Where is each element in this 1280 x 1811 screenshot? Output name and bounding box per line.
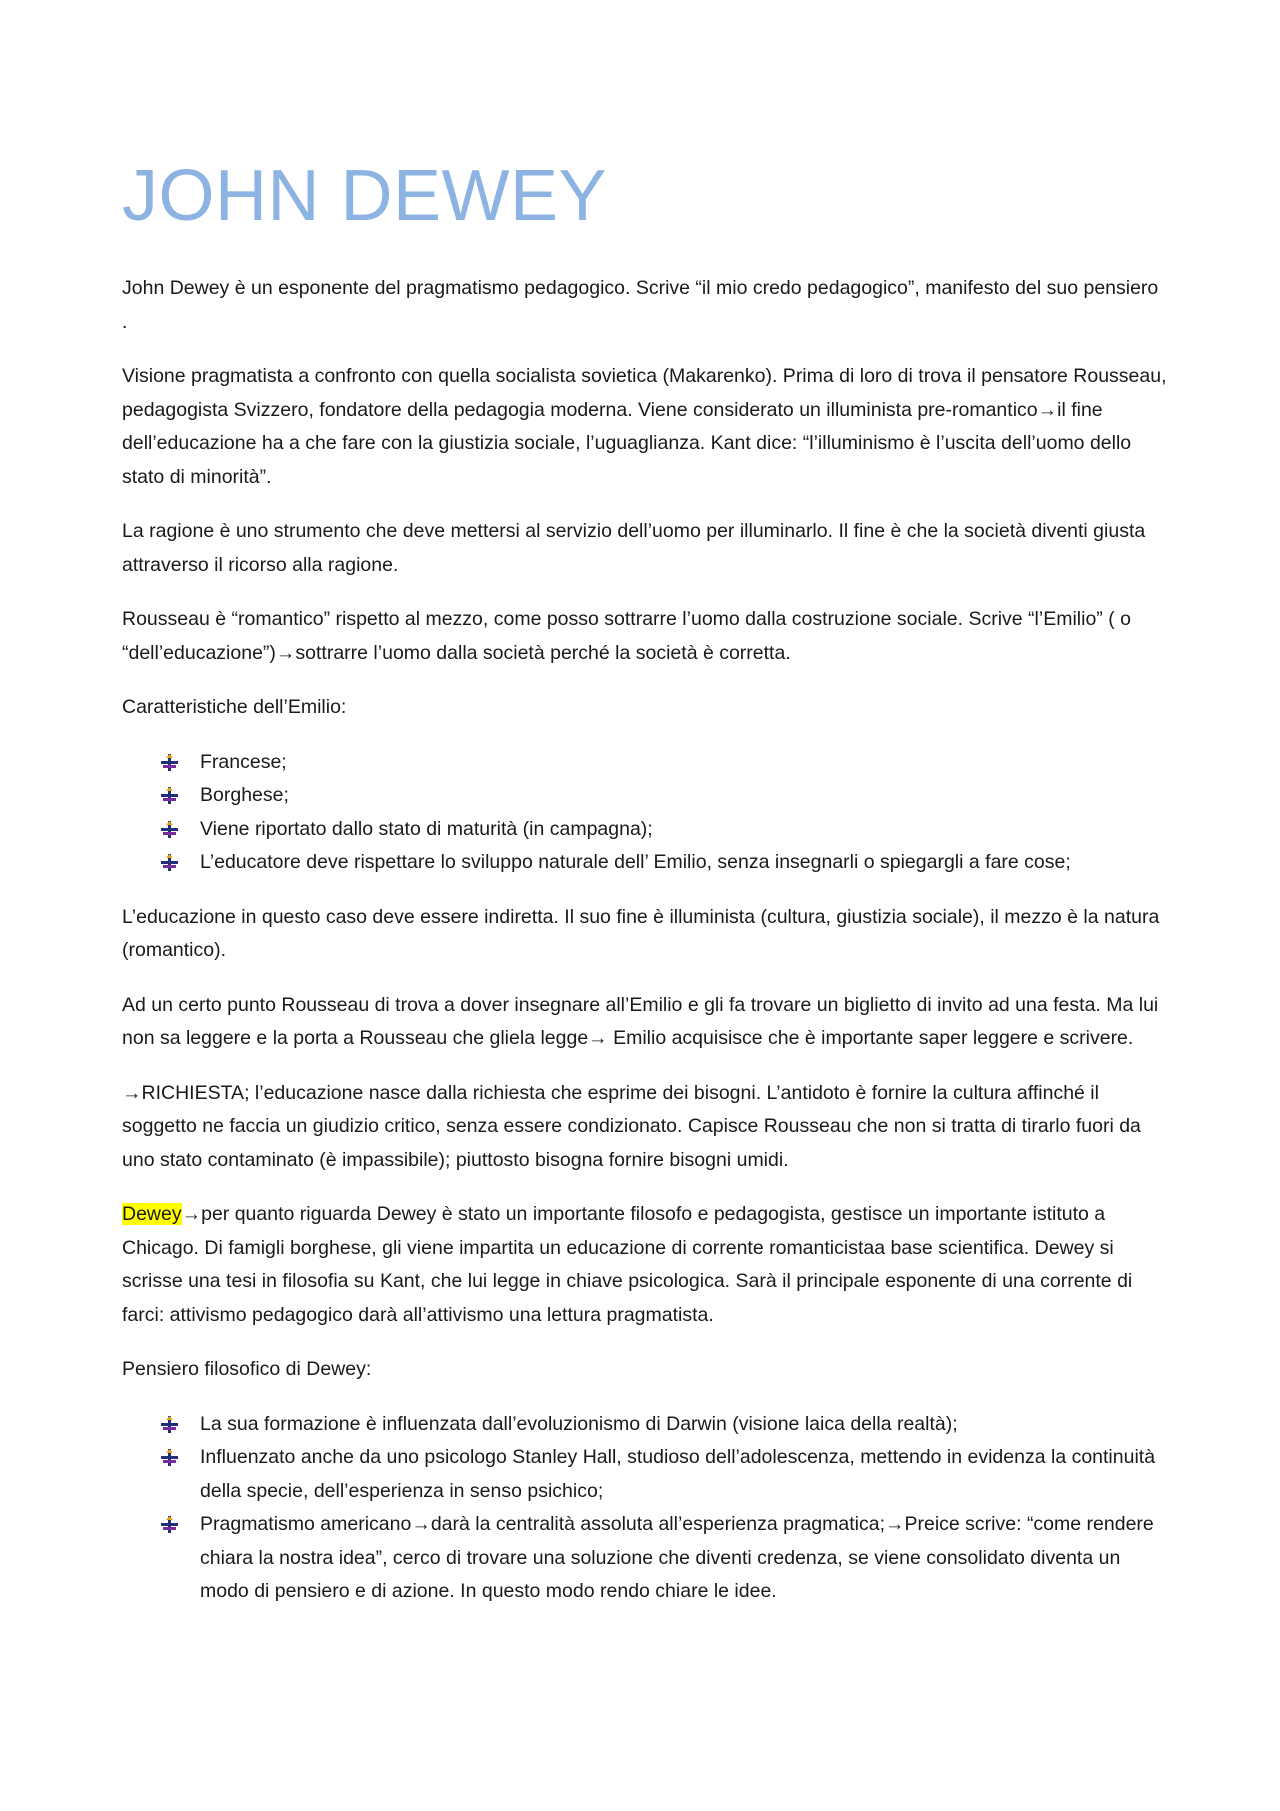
list-item bbox=[200, 1441, 1167, 1508]
page-title: JOHN DEWEY bbox=[122, 156, 608, 236]
list-item-text: Viene riportato dallo stato di maturità (in campagna); bbox=[200, 817, 653, 840]
paragraph-emilio-heading: Caratteristiche dell’Emilio: bbox=[122, 696, 347, 718]
list-item-text: Pragmatismo americano→darà la centralità assoluta all’esperienza pragmatica;→Preice scrive: “come rendere chiara la nostra idea”, cerco di trovare una soluzione che diventi credenza, se viene consolidato diventa un modo di pensiero e di azione. In questo modo rendo chiare le idee. bbox=[200, 1513, 1154, 1602]
arrow-cross-bullet-icon bbox=[161, 854, 178, 871]
paragraph-educazione-indiretta: L’educazione in questo caso deve essere indiretta. Il suo fine è illuminista (cultura, giustizia sociale), il mezzo è la natura (romantico). bbox=[122, 905, 1160, 961]
arrow-cross-bullet-icon bbox=[161, 787, 178, 804]
list-item-text: Influenzato anche da uno psicologo Stanley Hall, studioso dell’adolescenza, mettendo in evidenza la continuità della specie, dell’esperienza in senso psichico; bbox=[200, 1446, 1156, 1502]
paragraph-dewey bbox=[122, 1198, 1167, 1332]
emilio-characteristics-list bbox=[122, 746, 1167, 880]
list-item-text: L’educatore deve rispettare lo sviluppo naturale dell’ Emilio, senza insegnarli o spiegargli a fare cose; bbox=[200, 851, 1071, 873]
list-item bbox=[200, 1408, 1167, 1442]
document-body bbox=[122, 156, 1167, 1630]
list-item-text: Francese; bbox=[200, 750, 287, 773]
arrow-cross-bullet-icon bbox=[161, 1416, 178, 1433]
list-item bbox=[200, 846, 1167, 880]
arrow-cross-bullet-icon bbox=[161, 1516, 178, 1533]
paragraph-dewey-text: →per quanto riguarda Dewey è stato un importante filosofo e pedagogista, gestisce un importante istituto a Chicago. Di famigli borghese, gli viene impartita un educazione di corrente romanticistaa base scientifica. Dewey si scrisse una tesi in filosofia su Kant, che lui legge in chiave psicologica. Sarà il principale esponente di una corrente di farci: attivismo pedagogico darà all’attivismo una lettura pragmatista. bbox=[122, 1203, 1133, 1326]
arrow-cross-bullet-icon bbox=[161, 1449, 178, 1466]
list-item bbox=[200, 779, 1167, 813]
dewey-thought-list bbox=[122, 1408, 1167, 1609]
list-item-text: La sua formazione è influenzata dall’evoluzionismo di Darwin (visione laica della realtà); bbox=[200, 1412, 958, 1435]
list-item-text: Borghese; bbox=[200, 784, 289, 806]
highlighted-word: Dewey bbox=[122, 1203, 182, 1225]
paragraph-biglietto: Ad un certo punto Rousseau di trova a dover insegnare all’Emilio e gli fa trovare un biglietto di invito ad una festa. Ma lui non sa leggere e la porta a Rousseau che gliela legge→ Emilio acquisisce che è importante saper leggere e scrivere. bbox=[122, 993, 1159, 1049]
list-item bbox=[200, 746, 1167, 780]
arrow-cross-bullet-icon bbox=[161, 754, 178, 771]
paragraph-pensiero-heading: Pensiero filosofico di Dewey: bbox=[122, 1358, 372, 1380]
paragraph-ragione: La ragione è uno strumento che deve mettersi al servizio dell’uomo per illuminarlo. Il fine è che la società diventi giusta attraverso il ricorso alla ragione. bbox=[122, 520, 1146, 576]
list-item bbox=[200, 813, 1167, 847]
arrow-cross-bullet-icon bbox=[161, 821, 178, 838]
paragraph-richiesta: →RICHIESTA; l’educazione nasce dalla richiesta che esprime dei bisogni. L’antidoto è fornire la cultura affinché il soggetto ne faccia un giudizio critico, senza essere condizionato. Capisce Rousseau che non si tratta di tirarlo fuori da uno stato contaminato (è impassibile); piuttosto bisogna fornire bisogni umidi. bbox=[122, 1081, 1141, 1171]
list-item bbox=[200, 1508, 1167, 1609]
paragraph-intro: John Dewey è un esponente del pragmatismo pedagogico. Scrive “il mio credo pedagogico”, manifesto del suo pensiero . bbox=[122, 277, 1159, 333]
paragraph-emilio: Rousseau è “romantico” rispetto al mezzo, come posso sottrarre l’uomo dalla costruzione sociale. Scrive “l’Emilio” ( o “dell’educazione”)→sottrarre l’uomo dalla società perché la società è corretta. bbox=[122, 608, 1131, 664]
paragraph-rousseau-vision: Visione pragmatista a confronto con quella socialista sovietica (Makarenko). Prima di loro di trova il pensatore Rousseau, pedagogista Svizzero, fondatore della pedagogia moderna. Viene considerato un illuminista pre-romantico→il fine dell’educazione ha a che fare con la giustizia sociale, l’uguaglianza. Kant dice: “l’illuminismo è l’uscita dell’uomo dello stato di minorità”. bbox=[122, 365, 1167, 488]
